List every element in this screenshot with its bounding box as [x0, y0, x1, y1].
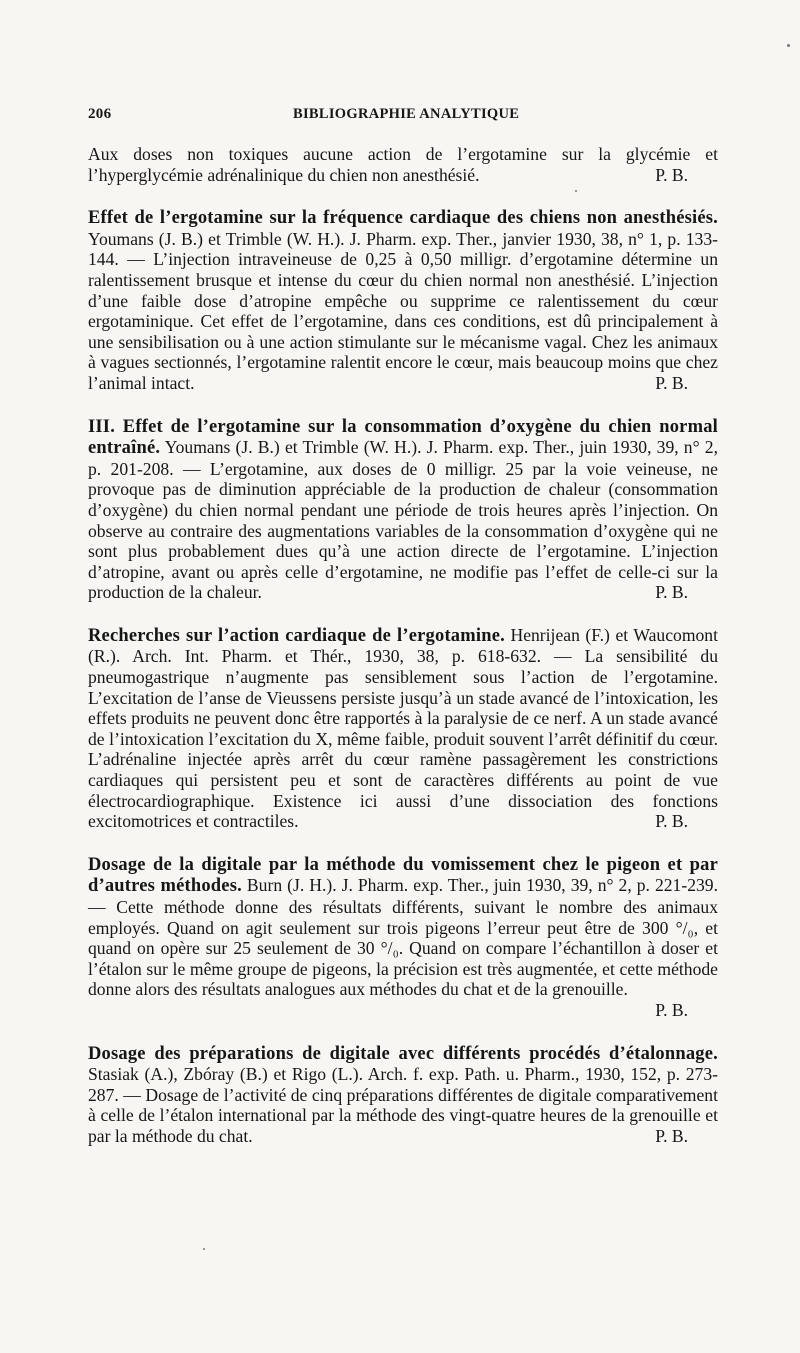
entry-signature: P. B. — [655, 372, 688, 393]
entry-title: Dosage des préparations de digitale avec différents procédés d’étalonnage. — [88, 1043, 718, 1064]
entry-signature: P. B. — [655, 811, 688, 832]
abstract-entry-4 — [88, 625, 718, 832]
abstract-entry-1 — [88, 144, 718, 185]
abstract-entry-6 — [88, 1043, 718, 1147]
entry-title: Dosage de la digitale par la méthode du vomissement chez le pigeon et par d’autres méthodes. — [88, 854, 718, 897]
entry-body: Burn (J. H.). J. Pharm. exp. Ther., juin 1930, 39, n° 2, p. 221-239. — Cette méthode donne des résultats différents, suivant le nombre des animaux employés. Quand on agit seulement sur trois pigeons l’erreur peut être de 300 °/₀, et quand on opère sur 25 seulement de 30 °/₀. Quand on compare l’échantillon à doser et l’étalon sur le même groupe de pigeons, la précision est très augmentée, et cette méthode donne alors des résultats analogues aux méthodes du chat et de la grenouille. — [88, 875, 718, 1000]
entry-signature: P. B. — [655, 1125, 688, 1146]
print-speck — [575, 190, 577, 192]
entry-body: Henrijean (F.) et Waucomont (R.). Arch. Int. Pharm. et Thér., 1930, 38, p. 618-632. — La sensibilité du pneumogastrique n’augmente pas sensiblement sous l’action de l’ergotamine. L’excitation de l’anse de Vieussens persiste jusqu’à un stade avancé de l’intoxication, les effets produits ne peuvent donc être rapportés à la paralysie de ce nerf. A un stade avancé de l’intoxication l’excitation du X, même faible, produit souvent l’arrêt définitif du cœur. L’adrénaline injectée après arrêt du cœur ramène passagèrement les constrictions cardiaques qui persistent peu et sont de caractères différents au point de vue électrocardiographique. Existence ici aussi d’une dissociation des fonctions excitomotrices et contractiles. — [88, 624, 718, 832]
entry-title: Effet de l’ergotamine sur la fréquence cardiaque des chiens non anesthésiés. — [88, 208, 718, 229]
entry-signature: P. B. — [655, 999, 688, 1020]
abstract-entry-2 — [88, 207, 718, 393]
entry-body: Aux doses non toxiques aucune action de l’ergotamine sur la glycémie et l’hyperglycémie adrénalinique du chien non anesthésié. — [88, 144, 718, 185]
entry-body: Youmans (J. B.) et Trimble (W. H.). J. Pharm. exp. Ther., juin 1930, 39, n° 2, p. 201-208. — L’ergotamine, aux doses de 0 milligr. 25 par la voie veineuse, ne provoque pas de diminution appréciable de la production de chaleur (consommation d’oxygène) du chien normal pendant une période de trois heures après l’injection. On observe au contraire des augmentations variables de la consommation d’oxygène qui ne sont plus probablement dues qu’à une action directe de l’ergotamine. L’injection d’atropine, avant ou après celle d’ergotamine, ne modifie pas l’effet de celle-ci sur la production de la chaleur. — [88, 437, 718, 603]
header-title: BIBLIOGRAPHIE ANALYTIQUE — [293, 106, 520, 122]
entry-title: Recherches sur l’action cardiaque de l’ergotamine. — [88, 625, 505, 646]
entry-signature: P. B. — [655, 582, 688, 603]
entry-signature: P. B. — [655, 164, 688, 185]
entry-title: III. Effet de l’ergotamine sur la consommation d’oxygène du chien normal entraîné. — [88, 416, 718, 459]
entry-body: Youmans (J. B.) et Trimble (W. H.). J. Pharm. exp. Ther., janvier 1930, 38, n° 1, p. 133-144. — L’injection intraveineuse de 0,25 à 0,50 milligr. d’ergotamine détermine un ralentissement brusque et intense du cœur du chien normal non anesthésié. L’injection d’une faible dose d’atropine empêche ou supprime ce ralentissement du cœur ergotaminique. Cet effet de l’ergotamine, dans ces conditions, est dû principalement à une sensibilisation ou à une action stimulante sur le mécanisme vagal. Chez les animaux à vagues sectionnés, l’ergotamine ralentit encore le cœur, mais beaucoup moins que chez l’animal intact. — [88, 228, 718, 393]
print-speck — [203, 1248, 205, 1250]
page-number: 206 — [88, 106, 112, 122]
running-head — [88, 106, 718, 130]
entry-body: Stasiak (A.), Zbóray (B.) et Rigo (L.). Arch. f. exp. Path. u. Pharm., 1930, 152, p. 273-287. — Dosage de l’activité de cinq préparations différentes de digitale comparativement à celle de l’étalon international par la méthode des vingt-quatre heures de la grenouille et par la méthode du chat. — [88, 1064, 718, 1146]
print-speck — [787, 44, 790, 47]
abstract-entry-3 — [88, 416, 718, 603]
abstract-entry-5 — [88, 854, 718, 1021]
